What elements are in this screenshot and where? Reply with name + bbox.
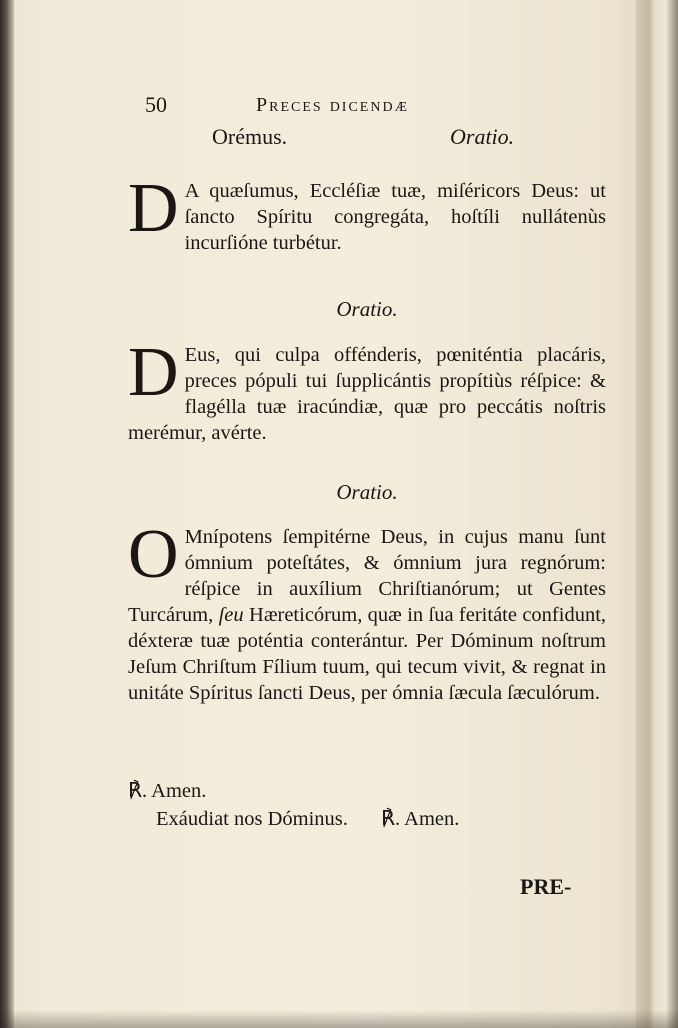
oremus-heading: Orémus. xyxy=(212,124,288,149)
prayer-block xyxy=(128,516,607,706)
oratio-heading: Oratio. xyxy=(336,480,398,504)
drop-cap-initial: O xyxy=(128,516,179,593)
prayer-text: A quæſumus, Eccléſiæ tuæ, miſéricors Deus: ut ſancto Spíritu congregáta, hoſtíli nullátenùs incurſióne turbétur. xyxy=(184,180,606,254)
response-text: Amen. xyxy=(151,780,207,802)
prayer-headings xyxy=(128,124,606,160)
versicle-text: Exáudiat nos Dóminus. xyxy=(156,808,348,830)
prayer-block xyxy=(128,170,606,256)
page-number: 50 xyxy=(145,92,167,117)
oratio-heading: Oratio. xyxy=(450,124,515,149)
drop-cap-initial: D xyxy=(128,334,179,411)
book-gutter xyxy=(636,0,678,1028)
page-content xyxy=(128,92,607,899)
response-symbol: ℟. xyxy=(381,808,401,830)
catchword: PRE- xyxy=(520,874,572,899)
prayer-text-part: Hæreticórum, quæ in ſua feritáte confidunt, déxteræ tuæ poténtia conterántur. Per Dóminum noſtrum Jeſum Chriſtum Fílium tuum, qui tecum vivit, & regnat in unitáte Spíritus ſancti Deus, per ómnia ſæcula ſæculórum. xyxy=(128,604,607,704)
drop-cap-initial: D xyxy=(128,170,179,247)
page-left-edge xyxy=(0,0,14,1028)
response-symbol: ℟. xyxy=(128,780,148,802)
running-head xyxy=(128,92,606,124)
response-text: Amen. xyxy=(404,808,460,830)
oratio-heading: Oratio. xyxy=(336,297,398,321)
prayer-text xyxy=(128,516,607,706)
page-bottom-shadow xyxy=(0,1010,678,1028)
response-line xyxy=(128,778,206,804)
running-title: Preces dicendæ xyxy=(256,94,410,116)
prayer-text-italic: ſeu xyxy=(218,604,244,626)
prayer-block xyxy=(128,334,606,446)
prayer-text-part: Mnípotens ſempitérne Deus, in cujus manu ſunt ómnium poteſtátes, & ómnium jura regnórum: réſpice in auxílium Chriſtianórum; ut Gentes Turcárum, xyxy=(128,526,606,626)
prayer-text: Eus, qui culpa offénderis, pœniténtia placáris, preces pópuli tui ſupplicántis propítiùs réſpice: & flagélla tuæ iracúndiæ, quæ pro peccátis noſtris merémur, avérte. xyxy=(128,344,606,444)
versicle-line xyxy=(156,806,459,832)
